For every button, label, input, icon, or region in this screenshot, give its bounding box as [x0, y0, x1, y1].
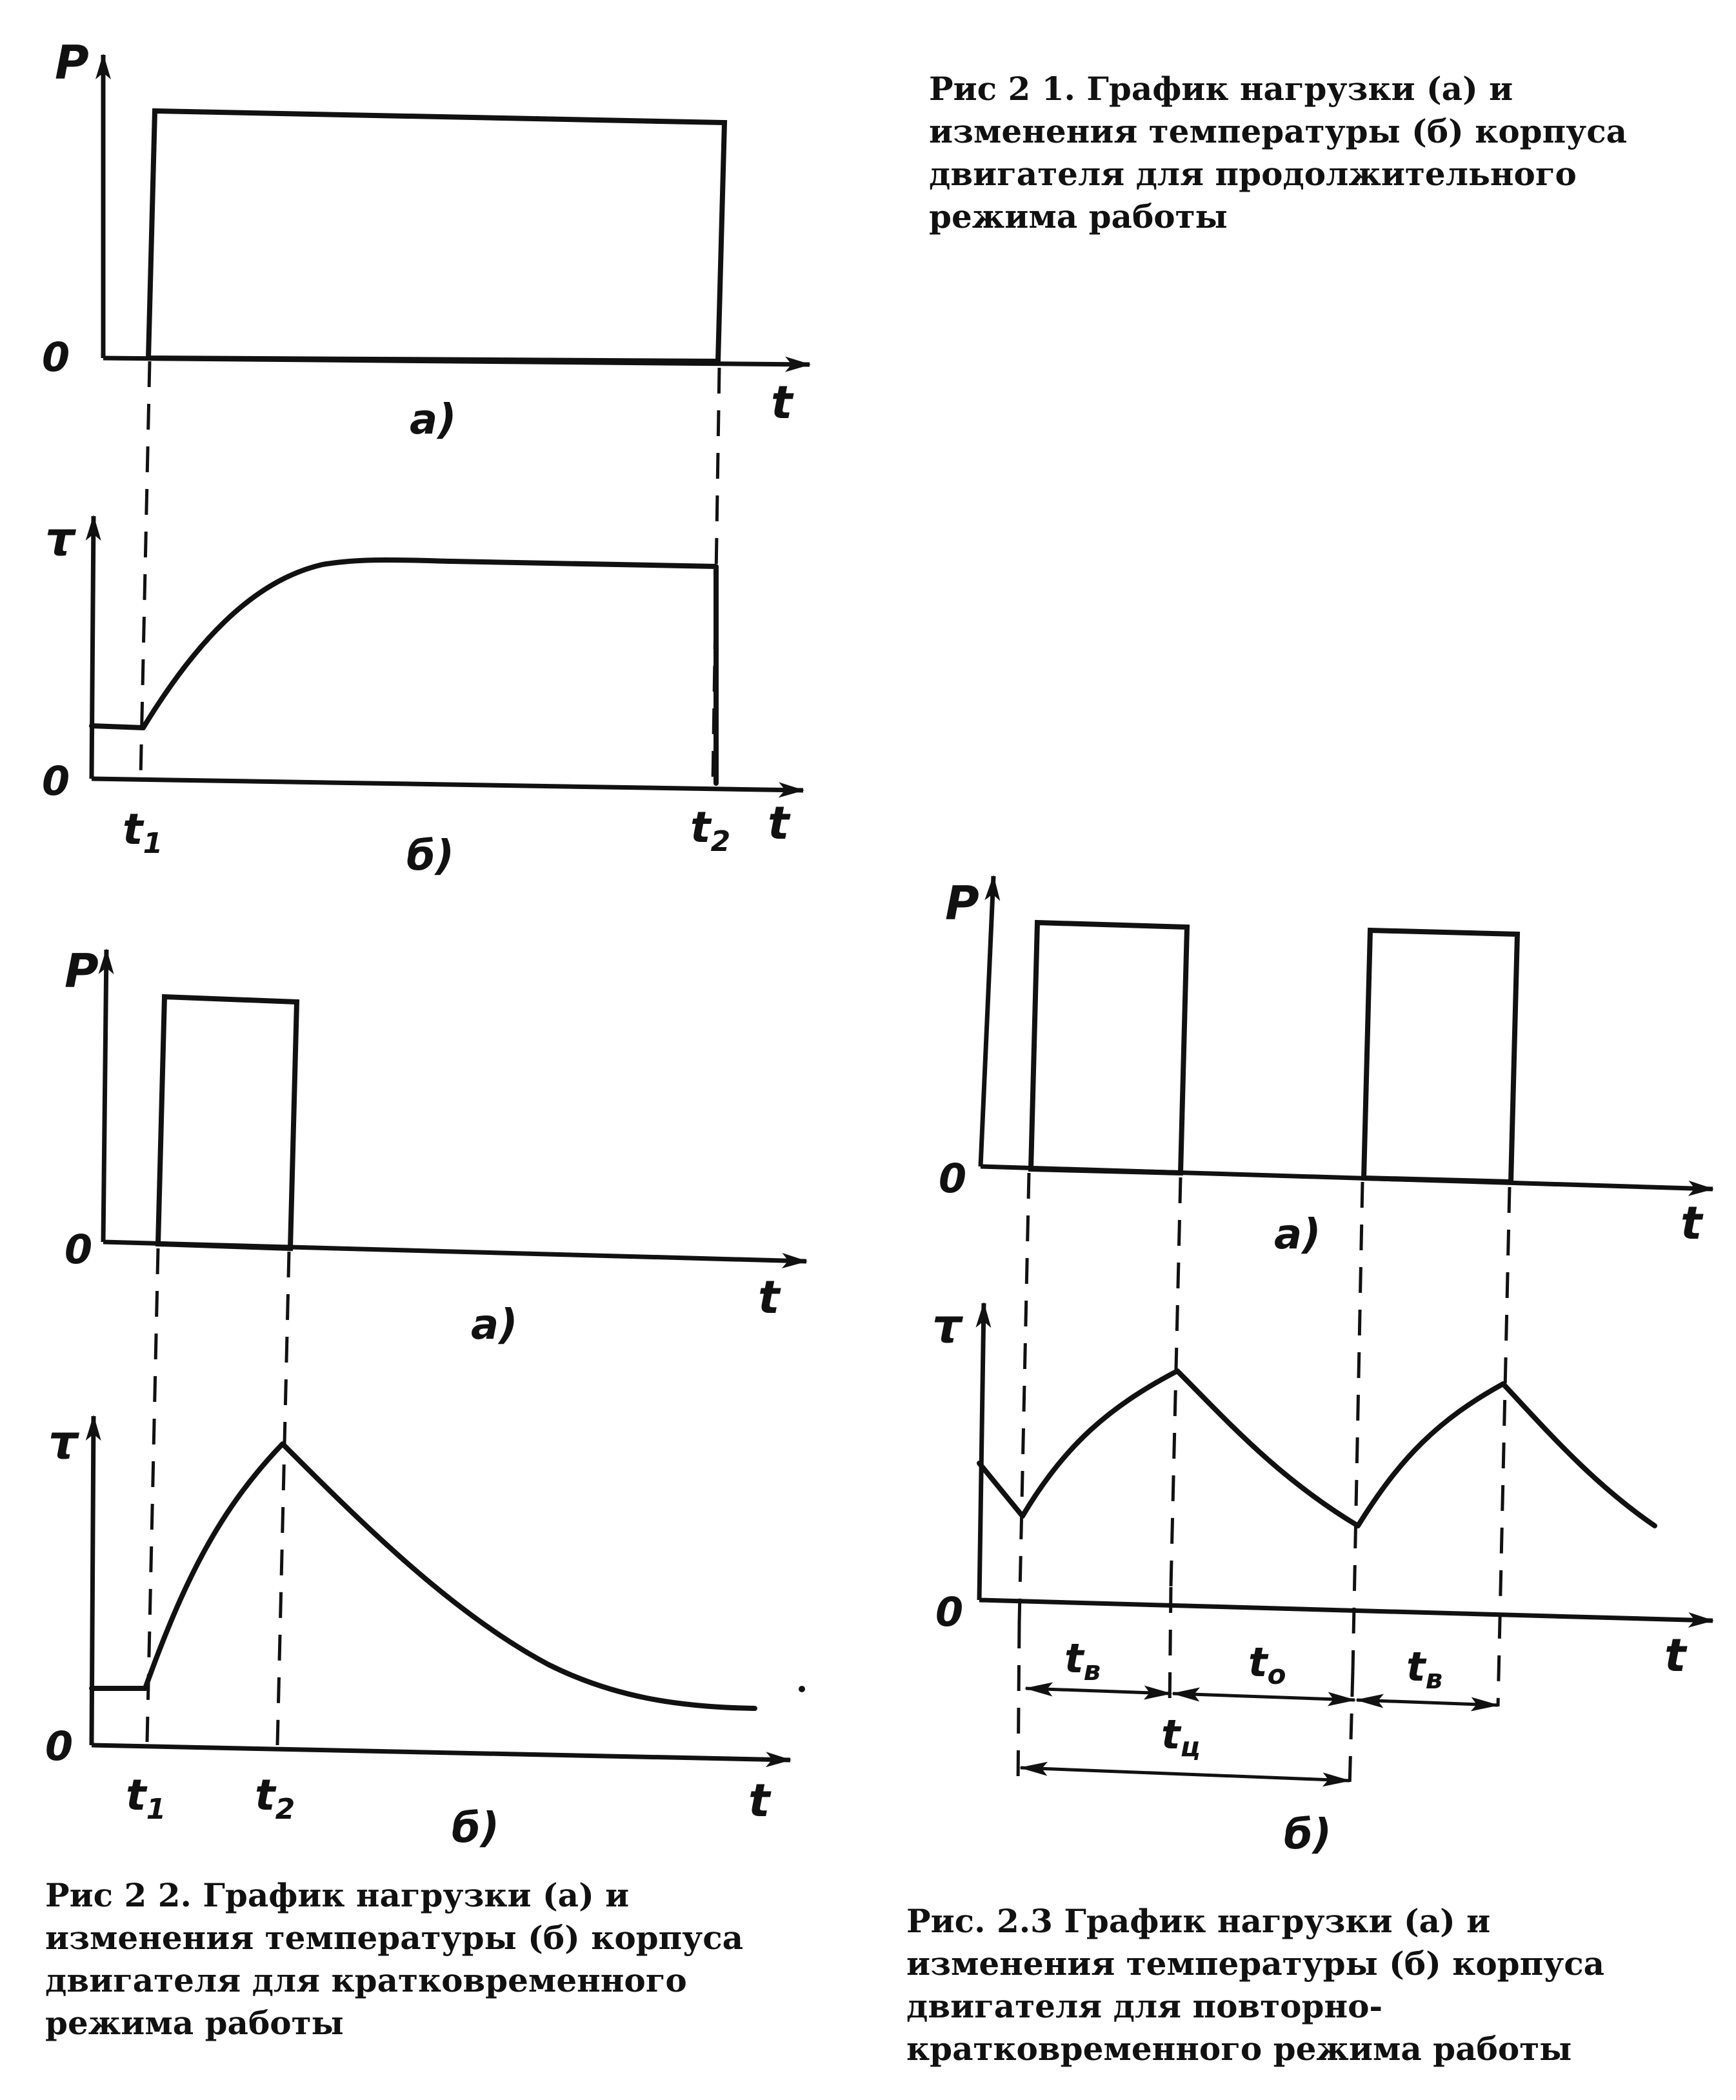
fig1b-t2-label: $t_2$	[690, 803, 731, 858]
fig3b-zero-label: 0	[935, 1588, 964, 1635]
fig2a-zero-label: 0	[65, 1226, 93, 1273]
fig3b-t-label: t	[1664, 1629, 1686, 1682]
fig2a-t-label: t	[758, 1271, 780, 1324]
fig3-load-graph	[939, 876, 1713, 1259]
fig3-dashed-guide-3	[1353, 1182, 1362, 1671]
fig3b-tc-label: tц	[1161, 1711, 1201, 1763]
fig1b-subtitle: б)	[406, 832, 454, 880]
fig1b-temperature-curve	[92, 560, 716, 783]
fig1b-t1-label: $t_1$	[123, 805, 163, 860]
fig2-stray-dot	[799, 1686, 805, 1692]
fig3a-p-label: P	[945, 876, 979, 930]
fig3a-zero-label: 0	[939, 1155, 967, 1202]
fig3-dashed-guide-3-ext	[1350, 1671, 1353, 1787]
fig3a-p-axis	[981, 876, 993, 1166]
fig2b-t1-label: $t_1$	[126, 1770, 166, 1826]
fig3-dashed-guide-1	[1019, 1173, 1029, 1623]
fig1-caption: Рис 2 1. График нагрузки (а) и изменения температуры (б) корпуса двигателя для продолжительного режима работы	[929, 70, 1628, 235]
fig2-dashed-guide-t2	[277, 1252, 289, 1745]
fig3b-subtitle: б)	[1284, 1811, 1332, 1859]
fig3b-tau-label: τ	[932, 1299, 962, 1353]
fig3-caption: Рис. 2.3 График нагрузки (а) и изменения температуры (б) корпуса двигателя для повторно-кратковременного режима работы	[906, 1902, 1605, 2068]
fig2-caption: Рис 2 2. График нагрузки (а) и изменения температуры (б) корпуса двигателя для кратковременного режима работы	[45, 1876, 744, 2042]
fig2-load-graph	[65, 944, 806, 1349]
fig1a-subtitle: а)	[410, 396, 457, 444]
fig3b-to-label: tо	[1248, 1639, 1286, 1690]
fig3b-temperature-curve	[979, 1371, 1655, 1526]
figure-2-3	[932, 876, 1713, 1859]
fig3-temperature-graph	[932, 1299, 1713, 1859]
fig2b-tau-label: τ	[48, 1415, 78, 1469]
fig2a-load-rectangle	[158, 997, 297, 1248]
fig1a-zero-label: 0	[42, 334, 70, 381]
fig1b-t-label: t	[768, 797, 790, 850]
fig3-dashed-guide-2-ext	[1170, 1587, 1171, 1710]
fig3-dashed-guide-1-ext	[1018, 1623, 1019, 1787]
fig1b-tau-axis	[92, 516, 94, 779]
fig2a-subtitle: а)	[471, 1301, 518, 1349]
fig1b-t-axis	[92, 779, 803, 790]
fig3-dashed-guide-2	[1171, 1177, 1181, 1587]
fig2b-tau-axis	[92, 1416, 94, 1745]
fig3b-tv-label-1: tв	[1064, 1635, 1101, 1686]
figure-2-2	[45, 944, 806, 1852]
fig1b-zero-label: 0	[42, 757, 70, 805]
fig2b-temperature-curve	[92, 1444, 755, 1708]
fig3a-load-rectangle-1	[1031, 923, 1187, 1173]
fig1-temperature-graph	[42, 512, 803, 880]
fig2a-p-axis	[103, 950, 106, 1242]
fig3-dim-cycle	[1021, 1768, 1350, 1781]
fig2b-zero-label: 0	[45, 1723, 74, 1770]
fig2b-t-label: t	[748, 1774, 770, 1827]
fig2b-t2-label: $t_2$	[255, 1770, 295, 1826]
fig3a-load-rectangle-2	[1364, 930, 1517, 1182]
fig3a-t-label: t	[1681, 1197, 1702, 1250]
fig1b-tau-label: τ	[45, 512, 75, 566]
fig3b-tau-axis	[979, 1303, 984, 1600]
fig1a-p-label: P	[55, 35, 89, 90]
figure-2-1	[42, 35, 810, 880]
fig3b-t-axis	[979, 1600, 1713, 1621]
fig3a-subtitle: а)	[1274, 1211, 1321, 1259]
fig2a-p-label: P	[65, 944, 99, 998]
fig3-dim-work-2	[1357, 1700, 1498, 1705]
fig2-temperature-graph	[45, 1415, 805, 1852]
fig1-load-graph	[42, 35, 810, 444]
fig3b-tv-label-2: tв	[1406, 1643, 1443, 1695]
fig3-dim-pause	[1173, 1694, 1355, 1700]
fig3-dim-work-1	[1026, 1688, 1171, 1694]
fig2b-t-axis	[92, 1745, 790, 1760]
fig3-dashed-guide-4	[1498, 1187, 1510, 1706]
fig1a-t-label: t	[771, 376, 793, 429]
fig1a-load-rectangle	[148, 111, 724, 361]
fig2b-subtitle: б)	[452, 1805, 499, 1852]
